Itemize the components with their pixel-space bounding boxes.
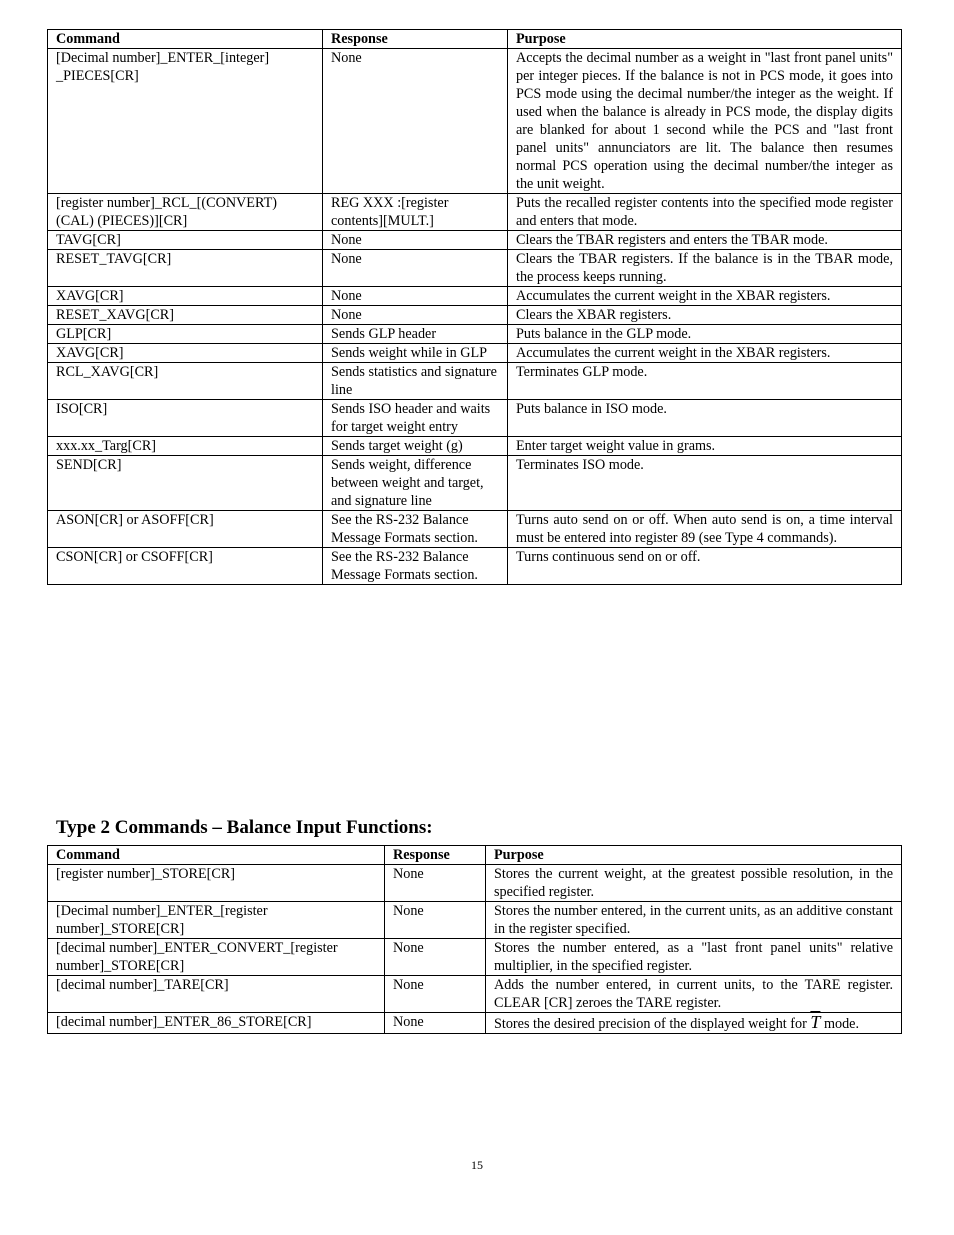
purpose-cell: Puts the recalled register contents into the specified mode register and enters that mode. [508, 194, 902, 231]
command-cell: RESET_TAVG[CR] [48, 250, 323, 287]
command-cell: GLP[CR] [48, 325, 323, 344]
table-row [48, 939, 902, 976]
response-cell: Sends target weight (g) [323, 437, 508, 456]
table-row [48, 902, 902, 939]
purpose-cell: Turns continuous send on or off. [508, 548, 902, 585]
command-cell: [decimal number]_ENTER_86_STORE[CR] [48, 1013, 385, 1034]
table-row [48, 363, 902, 400]
table-row [48, 231, 902, 250]
header-purpose: Purpose [486, 846, 902, 865]
tbar-symbol: $\overline{T}$ [810, 1012, 821, 1032]
response-cell: Sends weight while in GLP [323, 344, 508, 363]
response-cell: See the RS-232 Balance Message Formats section. [323, 548, 508, 585]
table-header-row [48, 30, 902, 49]
command-cell: RESET_XAVG[CR] [48, 306, 323, 325]
response-cell: Sends weight, difference between weight and target, and signature line [323, 456, 508, 511]
header-command: Command [48, 30, 323, 49]
table-row [48, 865, 902, 902]
response-cell: None [385, 902, 486, 939]
table-row [48, 49, 902, 194]
purpose-cell: Enter target weight value in grams. [508, 437, 902, 456]
table-row [48, 400, 902, 437]
purpose-cell: Accepts the decimal number as a weight in "last front panel units" per integer pieces. If the balance is not in PCS mode, it goes into PCS mode using the decimal number/the integer as the weight. If used when the balance is already in PCS mode, the display digits are blanked for about 1 second while the PCS and "last front panel units" annunciators are lit. The balance then resumes normal PCS operation using the decimal number/the integer as the unit weight. [508, 49, 902, 194]
response-cell: Sends GLP header [323, 325, 508, 344]
purpose-cell: Turns auto send on or off. When auto send is on, a time interval must be entered into register 89 (see Type 4 commands). [508, 511, 902, 548]
purpose-cell: Clears the TBAR registers and enters the TBAR mode. [508, 231, 902, 250]
response-cell: REG XXX :[register contents][MULT.] [323, 194, 508, 231]
purpose-cell: Terminates GLP mode. [508, 363, 902, 400]
command-cell: XAVG[CR] [48, 287, 323, 306]
response-cell: None [385, 865, 486, 902]
command-cell: CSON[CR] or CSOFF[CR] [48, 548, 323, 585]
purpose-cell: Puts balance in ISO mode. [508, 400, 902, 437]
header-response: Response [385, 846, 486, 865]
table-body [48, 865, 902, 1034]
response-cell: None [385, 1013, 486, 1034]
command-cell: xxx.xx_Targ[CR] [48, 437, 323, 456]
table-row [48, 1013, 902, 1034]
header-command: Command [48, 846, 385, 865]
command-cell: [decimal number]_TARE[CR] [48, 976, 385, 1013]
page-number: 15 [471, 1158, 483, 1172]
purpose-cell: Adds the number entered, in current units, to the TARE register. CLEAR [CR] zeroes the TARE register. [486, 976, 902, 1013]
table-row [48, 306, 902, 325]
table-row [48, 287, 902, 306]
command-cell: ASON[CR] or ASOFF[CR] [48, 511, 323, 548]
response-cell: See the RS-232 Balance Message Formats section. [323, 511, 508, 548]
table-row [48, 344, 902, 363]
type2-command-table [47, 845, 902, 1034]
response-cell: None [323, 287, 508, 306]
purpose-cell: Stores the number entered, in the current units, as an additive constant in the register specified. [486, 902, 902, 939]
response-cell: Sends statistics and signature line [323, 363, 508, 400]
command-cell: ISO[CR] [48, 400, 323, 437]
purpose-cell: Stores the number entered, as a "last front panel units" relative multiplier, in the specified register. [486, 939, 902, 976]
command-cell: [Decimal number]_ENTER_[register number]_STORE[CR] [48, 902, 385, 939]
table-row [48, 548, 902, 585]
table-row [48, 511, 902, 548]
section-title: Type 2 Commands – Balance Input Functions: [56, 817, 433, 838]
purpose-text: Stores the desired precision of the displayed weight for [494, 1016, 807, 1032]
command-cell: SEND[CR] [48, 456, 323, 511]
response-cell: None [323, 306, 508, 325]
purpose-cell: Clears the XBAR registers. [508, 306, 902, 325]
command-cell: [register number]_RCL_[(CONVERT) (CAL) (PIECES)][CR] [48, 194, 323, 231]
response-cell: None [323, 49, 508, 194]
command-cell: [decimal number]_ENTER_CONVERT_[register number]_STORE[CR] [48, 939, 385, 976]
header-purpose: Purpose [508, 30, 902, 49]
table-row [48, 250, 902, 287]
table-row [48, 437, 902, 456]
response-cell: Sends ISO header and waits for target weight entry [323, 400, 508, 437]
table-row [48, 456, 902, 511]
response-cell: None [323, 250, 508, 287]
command-cell: [register number]_STORE[CR] [48, 865, 385, 902]
purpose-cell: Clears the TBAR registers. If the balance is in the TBAR mode, the process keeps running. [508, 250, 902, 287]
table-row [48, 325, 902, 344]
type1-command-table [47, 29, 902, 585]
command-cell: [Decimal number]_ENTER_[integer] _PIECES[CR] [48, 49, 323, 194]
table-header-row [48, 846, 902, 865]
command-cell: XAVG[CR] [48, 344, 323, 363]
table-row [48, 194, 902, 231]
response-cell: None [385, 976, 486, 1013]
response-cell: None [323, 231, 508, 250]
table-row [48, 976, 902, 1013]
purpose-cell: Puts balance in the GLP mode. [508, 325, 902, 344]
response-cell: None [385, 939, 486, 976]
header-response: Response [323, 30, 508, 49]
table-body [48, 49, 902, 585]
purpose-cell: Accumulates the current weight in the XBAR registers. [508, 344, 902, 363]
purpose-text-tail: mode. [823, 1016, 860, 1032]
command-cell: RCL_XAVG[CR] [48, 363, 323, 400]
purpose-cell: Stores the current weight, at the greatest possible resolution, in the specified register. [486, 865, 902, 902]
purpose-cell [486, 1013, 902, 1034]
command-cell: TAVG[CR] [48, 231, 323, 250]
purpose-cell: Terminates ISO mode. [508, 456, 902, 511]
purpose-cell: Accumulates the current weight in the XBAR registers. [508, 287, 902, 306]
